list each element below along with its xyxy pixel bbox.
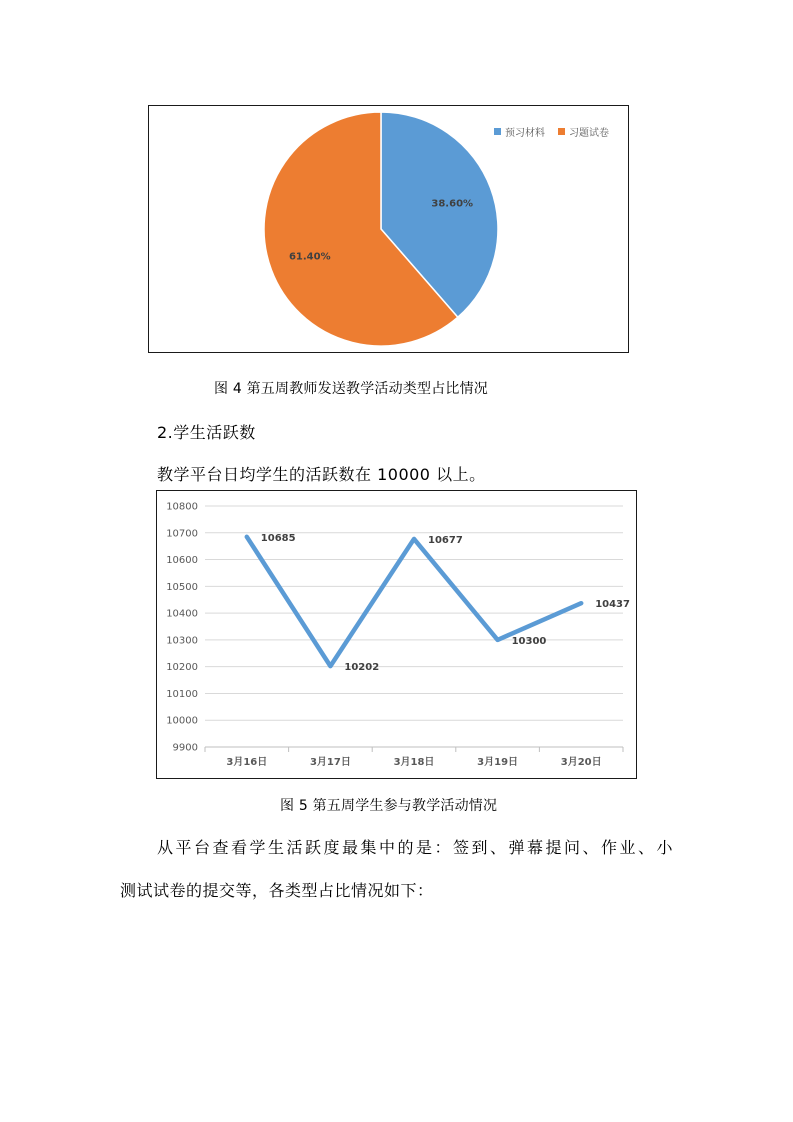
y-tick-label: 10800 [166, 501, 198, 513]
pie-data-label: 61.40% [288, 251, 331, 263]
legend-item-exercise [558, 124, 609, 139]
line-chart [157, 491, 636, 778]
pie-chart-frame [148, 105, 629, 353]
line-chart-frame [156, 490, 637, 779]
x-tick-label: 3月19日 [477, 757, 519, 768]
figure-5-caption: 图 5 第五周学生参与教学活动情况 [280, 798, 498, 814]
legend-label-preview: 预习材料 [505, 128, 545, 139]
pie-data-label: 38.60% [431, 198, 474, 210]
figure-4-caption: 图 4 第五周教师发送教学活动类型占比情况 [214, 381, 489, 397]
line-data-label: 10685 [260, 532, 296, 544]
y-tick-label: 10700 [166, 528, 198, 540]
line-data-label: 10202 [344, 662, 380, 674]
x-tick-label: 3月20日 [560, 757, 602, 768]
x-tick-label: 3月16日 [226, 757, 268, 768]
y-tick-label: 10300 [166, 635, 198, 647]
legend-item-preview [494, 124, 545, 139]
legend-swatch-preview [494, 128, 501, 135]
line-data-label: 10677 [428, 534, 463, 546]
paragraph-line: 从平台查看学生活跃度最集中的是：签到、弹幕提问、作业、小 [157, 838, 676, 857]
line-data-label: 10437 [595, 599, 630, 611]
legend-label-exercise: 习题试卷 [569, 128, 609, 139]
y-tick-label: 10400 [166, 608, 198, 620]
pie-chart [149, 106, 628, 352]
paragraph: 教学平台日均学生的活跃数在 10000 以上。 [157, 465, 486, 484]
y-tick-label: 10000 [166, 715, 198, 727]
y-tick-label: 10600 [166, 555, 198, 567]
x-tick-label: 3月18日 [393, 757, 435, 768]
section-heading: 2.学生活跃数 [157, 423, 256, 442]
paragraph-line: 测试试卷的提交等，各类型占比情况如下： [120, 881, 434, 900]
y-tick-label: 9900 [172, 742, 198, 754]
y-tick-label: 10100 [166, 688, 198, 700]
line-data-label: 10300 [511, 635, 547, 647]
legend-swatch-exercise [558, 128, 565, 135]
x-tick-label: 3月17日 [309, 757, 351, 768]
y-tick-label: 10500 [166, 581, 198, 593]
y-tick-label: 10200 [166, 662, 198, 674]
